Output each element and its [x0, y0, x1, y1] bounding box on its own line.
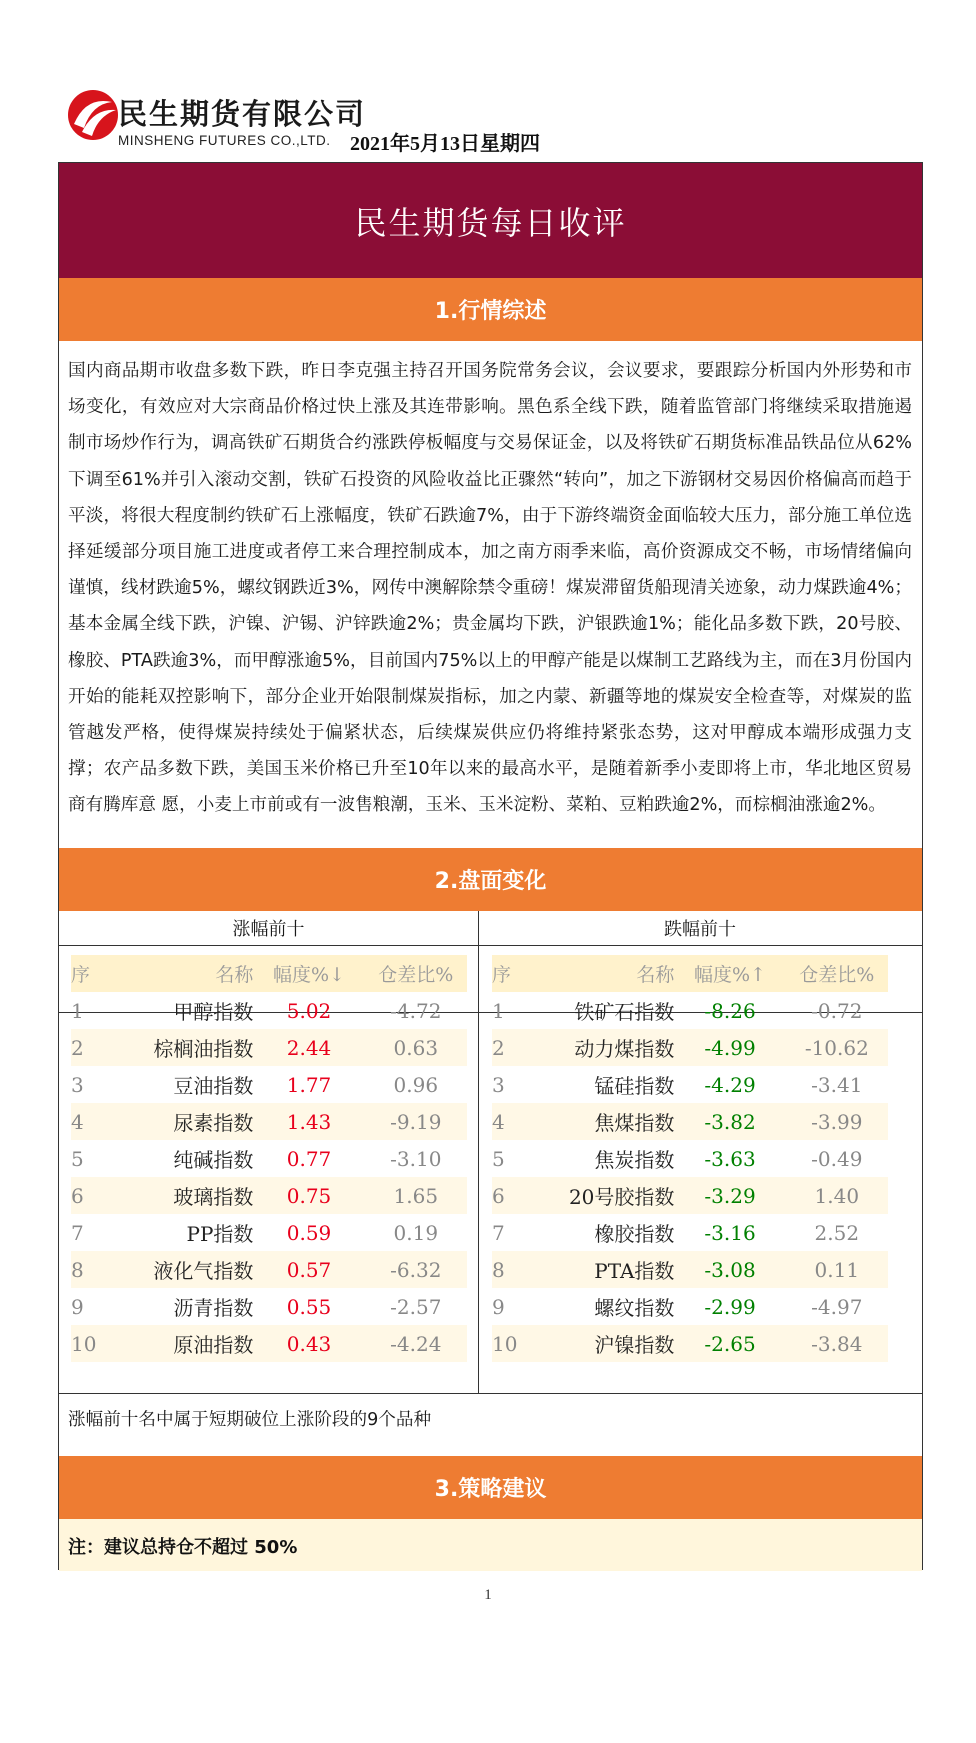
row-index: 8 [492, 1251, 543, 1288]
row-index: 6 [71, 1177, 122, 1214]
row-oi: -3.99 [786, 1103, 888, 1140]
row-name: PTA指数 [543, 1251, 674, 1288]
row-oi: 1.40 [786, 1177, 888, 1214]
row-oi: -4.24 [365, 1325, 467, 1362]
row-change: -4.29 [704, 1072, 756, 1097]
row-name: 玻璃指数 [122, 1177, 253, 1214]
table-row [71, 1066, 467, 1103]
row-name: 棕榈油指数 [122, 1029, 253, 1066]
row-change: -3.16 [704, 1220, 756, 1245]
company-logo [66, 88, 120, 142]
row-change: -2.99 [704, 1294, 756, 1319]
row-change: 0.43 [253, 1325, 364, 1362]
losers-table [492, 955, 888, 1362]
row-index: 5 [492, 1146, 505, 1171]
row-change: 5.02 [286, 998, 332, 1023]
row-index: 6 [492, 1177, 543, 1214]
table-row [492, 1103, 888, 1140]
header-index: 序 [71, 955, 122, 992]
table-row [492, 1325, 888, 1362]
row-name: 原油指数 [122, 1325, 253, 1362]
row-change: -3.08 [674, 1251, 785, 1288]
row-index: 10 [71, 1325, 122, 1362]
row-index: 1 [492, 998, 505, 1023]
row-name: 橡胶指数 [594, 1222, 675, 1246]
row-name: 螺纹指数 [594, 1296, 675, 1320]
row-name: 纯碱指数 [173, 1148, 254, 1172]
row-oi: -0.72 [811, 998, 863, 1023]
header-change-asc: 幅度%↑ [674, 955, 785, 992]
row-index: 7 [71, 1220, 84, 1245]
row-change: 0.77 [286, 1146, 332, 1171]
row-change: 1.77 [286, 1072, 332, 1097]
row-name: 20号胶指数 [543, 1177, 674, 1214]
report-frame [58, 162, 923, 1570]
table-row [492, 1288, 888, 1325]
report-date: 2021年5月13日星期四 [350, 133, 540, 155]
row-index: 10 [492, 1325, 543, 1362]
section-strategy-heading: 3.策略建议 [59, 1456, 922, 1519]
table-row [71, 992, 467, 1029]
row-index: 3 [71, 1072, 84, 1097]
table-row [71, 1251, 467, 1288]
header-name: 名称 [543, 955, 674, 992]
section-market-overview-heading: 1.行情综述 [59, 278, 922, 341]
table-row [492, 1251, 888, 1288]
row-index: 9 [492, 1294, 505, 1319]
row-oi: -3.84 [786, 1325, 888, 1362]
section-market-changes-heading: 2.盘面变化 [59, 848, 922, 911]
row-oi: 0.19 [393, 1220, 439, 1245]
row-index: 4 [492, 1103, 543, 1140]
row-oi: 0.63 [365, 1029, 467, 1066]
row-oi: -4.97 [811, 1294, 863, 1319]
row-index: 2 [492, 1029, 543, 1066]
page-number: 1 [484, 1587, 492, 1603]
losers-header-row [492, 955, 888, 992]
row-name: 铁矿石指数 [574, 1000, 675, 1024]
row-name: 液化气指数 [122, 1251, 253, 1288]
table-row [71, 1103, 467, 1140]
gainers-title: 涨幅前十 [59, 911, 478, 946]
row-change: -4.99 [674, 1029, 785, 1066]
header-change-desc: 幅度%↓ [253, 955, 364, 992]
table-row [71, 1177, 467, 1214]
row-index: 3 [492, 1072, 505, 1097]
row-oi: -3.41 [811, 1072, 863, 1097]
header-name: 名称 [122, 955, 253, 992]
gainers-table [71, 955, 467, 1362]
row-index: 2 [71, 1029, 122, 1066]
row-change: 2.44 [253, 1029, 364, 1066]
breakout-note: 涨幅前十名中属于短期破位上涨阶段的9个品种 [59, 1393, 922, 1456]
row-oi: -2.57 [390, 1294, 442, 1319]
row-name: 锰硅指数 [594, 1074, 675, 1098]
report-title: 民生期货每日收评 [59, 163, 922, 278]
losers-panel [478, 911, 922, 1393]
row-index: 5 [71, 1146, 84, 1171]
company-name-en: MINSHENG FUTURES CO.,LTD. [118, 133, 331, 148]
header-oi-change: 仓差比% [365, 955, 467, 992]
row-oi: -6.32 [365, 1251, 467, 1288]
row-oi: 0.11 [786, 1251, 888, 1288]
row-name: PP指数 [186, 1222, 254, 1246]
strategy-advice: 注：建议总持仓不超过 50% [59, 1519, 922, 1571]
row-oi: 2.52 [814, 1220, 860, 1245]
row-name: 焦煤指数 [543, 1103, 674, 1140]
row-change: -8.26 [704, 998, 756, 1023]
row-name: 沥青指数 [173, 1296, 254, 1320]
table-row [492, 1140, 888, 1177]
header-index: 序 [492, 955, 543, 992]
table-row [492, 992, 888, 1029]
row-oi: -0.49 [811, 1146, 863, 1171]
table-row [71, 1325, 467, 1362]
row-change: -3.29 [674, 1177, 785, 1214]
row-name: 焦炭指数 [594, 1148, 675, 1172]
row-oi: 0.96 [393, 1072, 439, 1097]
row-oi: 1.65 [365, 1177, 467, 1214]
row-name: 甲醇指数 [173, 1000, 254, 1024]
row-name: 动力煤指数 [543, 1029, 674, 1066]
table-row [71, 1029, 467, 1066]
row-change: -3.82 [674, 1103, 785, 1140]
row-change: 1.43 [253, 1103, 364, 1140]
table-row [492, 1214, 888, 1251]
row-index: 9 [71, 1294, 84, 1319]
top-ten-tables [59, 911, 922, 1393]
table-row [71, 1288, 467, 1325]
row-oi: -4.72 [390, 998, 442, 1023]
table-row [492, 1066, 888, 1103]
row-change: -3.63 [704, 1146, 756, 1171]
row-name: 豆油指数 [173, 1074, 254, 1098]
row-change: 0.57 [253, 1251, 364, 1288]
table-row [71, 1140, 467, 1177]
row-change: 0.55 [286, 1294, 332, 1319]
row-index: 8 [71, 1251, 122, 1288]
row-oi: -3.10 [390, 1146, 442, 1171]
table-row [71, 1214, 467, 1251]
row-name: 沪镍指数 [543, 1325, 674, 1362]
table-row [492, 1177, 888, 1214]
header-oi-change: 仓差比% [786, 955, 888, 992]
row-index: 4 [71, 1103, 122, 1140]
gainers-panel [59, 911, 479, 1393]
row-index: 1 [71, 998, 84, 1023]
gainers-header-row [71, 955, 467, 992]
row-change: -2.65 [674, 1325, 785, 1362]
company-name-cn: 民生期货有限公司 [118, 97, 367, 131]
table-row [492, 1029, 888, 1066]
losers-title: 跌幅前十 [478, 911, 922, 946]
row-index: 7 [492, 1220, 505, 1245]
row-oi: -9.19 [365, 1103, 467, 1140]
row-change: 0.75 [253, 1177, 364, 1214]
market-overview-text: 国内商品期市收盘多数下跌，昨日李克强主持召开国务院常务会议，会议要求，要跟踪分析国内外形势和市场变化，有效应对大宗商品价格过快上涨及其连带影响。黑色系全线下跌，随着监管部门将继续采取措施遏制市场炒作行为，调高铁矿石期货合约涨跌停板幅度与交易保证金，以及将铁矿石期货标准品铁品位从62%下调至61%并引入滚动交割，铁矿石投资的风险收益比正骤然“转向”，加之下游钢材交易因价格偏高而趋于平淡，将很大程度制约铁矿石上涨幅度，铁矿石跌逾7%，由于下游终端资金面临较大压力，部分施工单位选择延缓部分项目施工进度或者停工来合理控制成本，加之南方雨季来临，高价资源成交不畅，市场情绪偏向谨慎，线材跌逾5%，螺纹钢跌近3%，网传中澳解除禁令重磅！煤炭滞留货船现清关迹象，动力煤跌逾4%；基本金属全线下跌，沪镍、沪锡、沪锌跌逾2%；贵金属均下跌，沪银跌逾1%；能化品多数下跌，20号胶、橡胶、PTA跌逾3%，而甲醇涨逾5%，目前国内75%以上的甲醇产能是以煤制工艺路线为主，而在3月份国内开始的能耗双控影响下，部分企业开始限制煤炭指标，加之内蒙、新疆等地的煤炭安全检查等，对煤炭的监管越发严格，使得煤炭持续处于偏紧状态，后续煤炭供应仍将维持紧张态势，这对甲醇成本端形成强力支撑；农产品多数下跌，美国玉米价格已升至10年以来的最高水平，是随着新季小麦即将上市，华北地区贸易商有腾库意 愿，小麦上市前或有一波售粮潮，玉米、玉米淀粉、菜粕、豆粕跌逾2%，而棕榈油涨逾2%。 [59, 341, 922, 1013]
row-oi: -10.62 [786, 1029, 888, 1066]
row-change: 0.59 [286, 1220, 332, 1245]
row-name: 尿素指数 [122, 1103, 253, 1140]
